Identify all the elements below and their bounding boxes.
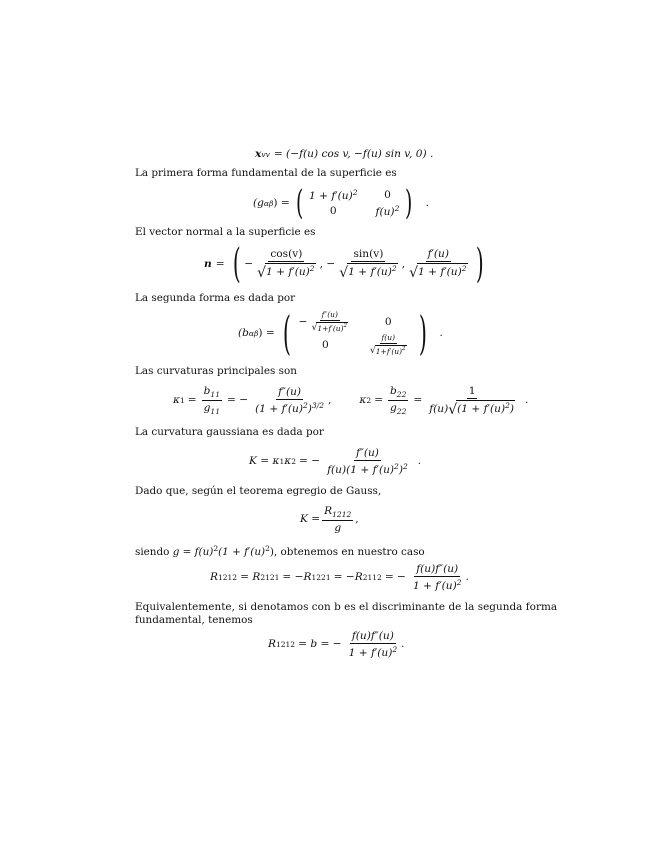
equation-gauss: K = $\frac{R_{1212}}{g}$ , <box>300 504 359 534</box>
b-m11: − f″(u) √ $1+f'(u)^2$ <box>298 310 348 333</box>
xvv-lhs-sub: vv <box>261 149 270 159</box>
equation-final: R 1212 = b = − $\frac{f(u)f''(u)}{1 + f'(u)^2}$ . <box>268 629 405 659</box>
b-end: . <box>439 327 443 339</box>
b-m21: 0 <box>321 338 329 351</box>
text-vector-normal: El vector normal a la superficie es <box>135 226 316 238</box>
n-frac-1 <box>255 248 317 280</box>
gauss-frac: $\frac{R_{1212}}{g}$ <box>324 504 352 534</box>
xvv-lhs: x <box>255 148 262 160</box>
k2-sub: 2 <box>366 395 372 405</box>
equation-xvv <box>255 148 433 160</box>
b-lhs: (b <box>238 327 249 339</box>
n-frac-2 <box>337 248 399 280</box>
k1-sub: 1 <box>179 395 185 405</box>
k1-frac-bg: $\frac{b_{11}}{g_{11}}$ <box>203 384 220 416</box>
final-frac: $\frac{f(u)f''(u)}{1 + f'(u)^2}$ <box>348 629 398 659</box>
g-lhs: (g <box>253 197 264 209</box>
n2-den: √ $1 + f'(u)^2$ <box>339 264 397 281</box>
g-end: . <box>425 197 429 209</box>
b-m22: f(u) √ $1+f'(u)^2$ <box>370 333 406 356</box>
k1-frac: $\frac{f''(u)}{(1 + f'(u)^2)^{3/2}}$ <box>255 385 324 415</box>
n-eq: = <box>215 258 225 270</box>
text-curvaturas-principales: Las curvaturas principales son <box>135 365 297 377</box>
g-m21: 0 <box>329 205 337 217</box>
text-curvatura-gaussiana: La curvatura gaussiana es dada por <box>135 426 324 438</box>
n-lhs: n <box>204 258 212 270</box>
g-m11: $1 + f'(u)^2$ <box>308 188 358 202</box>
g-m22: $f(u)^2$ <box>375 204 400 218</box>
gauss-lhs: K = <box>300 513 321 525</box>
k2-frac-bg: $\frac{b_{22}}{g_{22}}$ <box>390 384 407 416</box>
xvv-rhs: = (−f(u) cos v, −f(u) sin v, 0) . <box>273 148 434 160</box>
text-siendo: siendo $g = f(u)^2(1 + f'(u)^2)$, obtenemos en nuestro caso <box>135 544 425 558</box>
n3-num: f′(u) <box>427 248 450 260</box>
k1: κ <box>173 394 180 406</box>
g-matrix <box>309 188 399 218</box>
n3-den: √ $1 + f'(u)^2$ <box>409 264 467 281</box>
equation-g-matrix <box>253 183 429 223</box>
equation-b-matrix <box>238 306 443 360</box>
g-lhs-sub: αβ <box>263 198 274 208</box>
b-lhs-sub: αβ <box>248 328 259 338</box>
n1-den: √ $1 + f'(u)^2$ <box>257 264 315 281</box>
g-lhs-end: ) = <box>273 197 290 209</box>
text-equivalentemente: Equivalentemente, si denotamos con b es el discriminante de la segunda forma <box>135 601 558 613</box>
k2: κ <box>359 394 367 406</box>
g-left-paren: ( <box>295 183 303 223</box>
equation-kappa: κ 1 = $\frac{b_{11}}{g_{11}}$ = − $\frac{f''(u)}{(1 + f'(u)^2)^{3/2}}$ , κ 2 = $\frac{b_{22}}{g_{22}}$ = 1 f(u) √ $(1 + f'(u)^2)$ . <box>173 384 529 418</box>
K-frac: $\frac{f''(u)}{f(u)(1 + f'(u)^2)^2}$ <box>327 446 408 476</box>
text-segunda-forma: La segunda forma es dada por <box>135 292 296 304</box>
g-right-paren: ) <box>405 183 413 223</box>
n1-num: cos(v) <box>270 248 303 260</box>
text-primera-forma: La primera forma fundamental de la superficie es <box>135 167 397 179</box>
n-frac-3 <box>407 248 469 280</box>
text-fundamental: fundamental, tenemos <box>135 614 253 626</box>
b-right-paren: ) <box>418 306 427 360</box>
K-lhs: K = κ <box>249 455 280 467</box>
equation-normal: n = ( − cos(v) √ $1 + f'(u)^2$ , − sin(v) √ $1 + f'(u)^2$ , f′(u) √ $1 + f'(u)^2$ ) <box>204 241 484 287</box>
b-matrix <box>299 310 411 356</box>
text-teorema-egregio: Dado que, según el teorema egregio de Gauss, <box>135 485 382 497</box>
b-lhs-end: ) = <box>258 327 275 339</box>
R-frac: $\frac{f(u)f''(u)}{1 + f'(u)^2}$ <box>412 562 462 592</box>
g-m12: 0 <box>384 189 391 201</box>
b-left-paren: ( <box>282 306 291 360</box>
equation-R: R 1212 = R 2121 = −R 1221 = −R 2112 = − $\frac{f(u)f''(u)}{1 + f'(u)^2}$ . <box>210 562 469 592</box>
k2-frac: 1 f(u) √ $(1 + f'(u)^2)$ <box>429 385 514 418</box>
b-m12: 0 <box>384 315 392 328</box>
n-left-paren: ( <box>232 241 241 287</box>
equation-K: K = κ 1 κ 2 = − $\frac{f''(u)}{f(u)(1 + f'(u)^2)^2}$ . <box>249 446 422 476</box>
n2-num: sin(v) <box>353 248 384 260</box>
n-right-paren: ) <box>475 241 484 287</box>
